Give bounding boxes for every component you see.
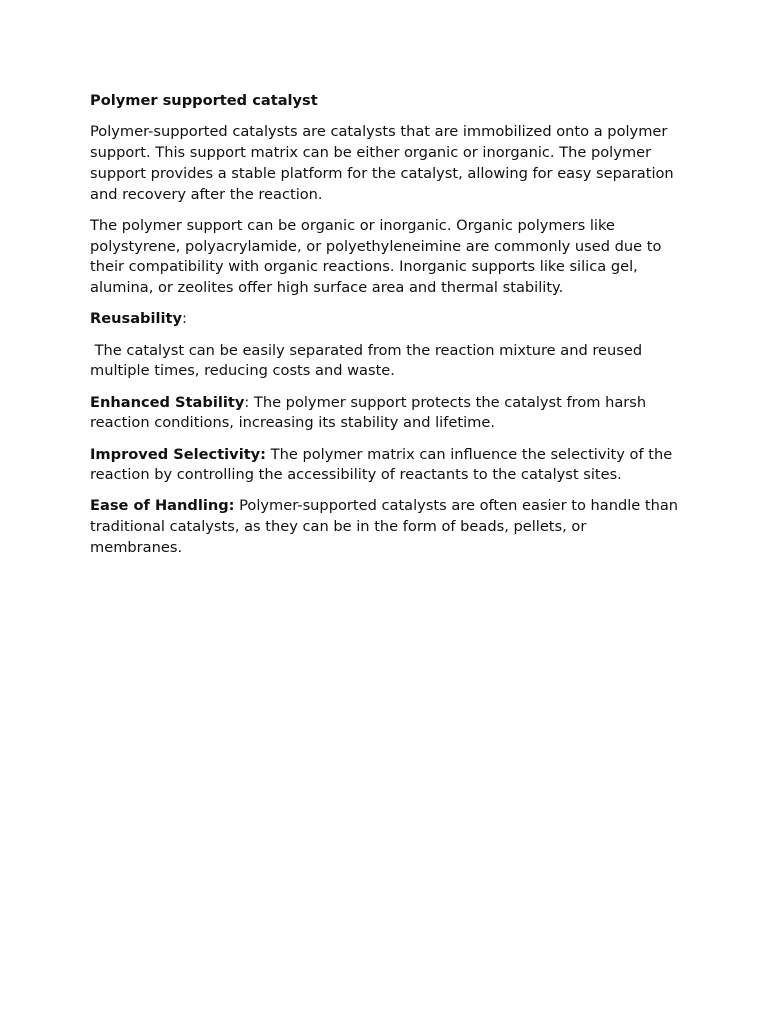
- handling-heading: Ease of Handling:: [90, 497, 235, 515]
- selectivity-paragraph: [90, 445, 680, 487]
- handling-paragraph: [90, 496, 680, 558]
- reusability-paragraph: The catalyst can be easily separated from the reaction mixture and reused multiple times, reducing costs and waste.: [90, 341, 647, 380]
- selectivity-text: The polymer matrix can influence the selectivity of the reaction by controlling the accessibility of reactants to the catalyst sites.: [90, 445, 673, 484]
- selectivity-heading: Improved Selectivity:: [90, 445, 267, 463]
- document-page: [90, 91, 680, 569]
- document-title: Polymer supported catalyst: [90, 92, 318, 109]
- stability-text: : The polymer support protects the catalyst from harsh reaction conditions, increasing its stability and lifetime.: [90, 393, 647, 432]
- reusability-heading: Reusability: [90, 310, 183, 328]
- reusability-colon: :: [182, 310, 187, 328]
- support-paragraph: The polymer support can be organic or inorganic. Organic polymers like polystyrene, polyacrylamide, or polyethyleneimine are commonly used due to their compatibility with organic reactions. Inorganic supports like silica gel, alumina, or zeolites offer high surface area and thermal stability.: [90, 216, 662, 297]
- stability-paragraph: [90, 393, 680, 435]
- reusability-heading-line: [90, 309, 680, 330]
- intro-paragraph: Polymer-supported catalysts are catalysts that are immobilized onto a polymer support. This support matrix can be either organic or inorganic. The polymer support provides a stable platform for the catalyst, allowing for easy separation and recovery after the reaction.: [90, 123, 674, 203]
- stability-heading: Enhanced Stability: [90, 393, 245, 411]
- handling-text: Polymer-supported catalysts are often easier to handle than traditional catalysts, as they can be in the form of beads, pellets, or membranes.: [90, 497, 679, 557]
